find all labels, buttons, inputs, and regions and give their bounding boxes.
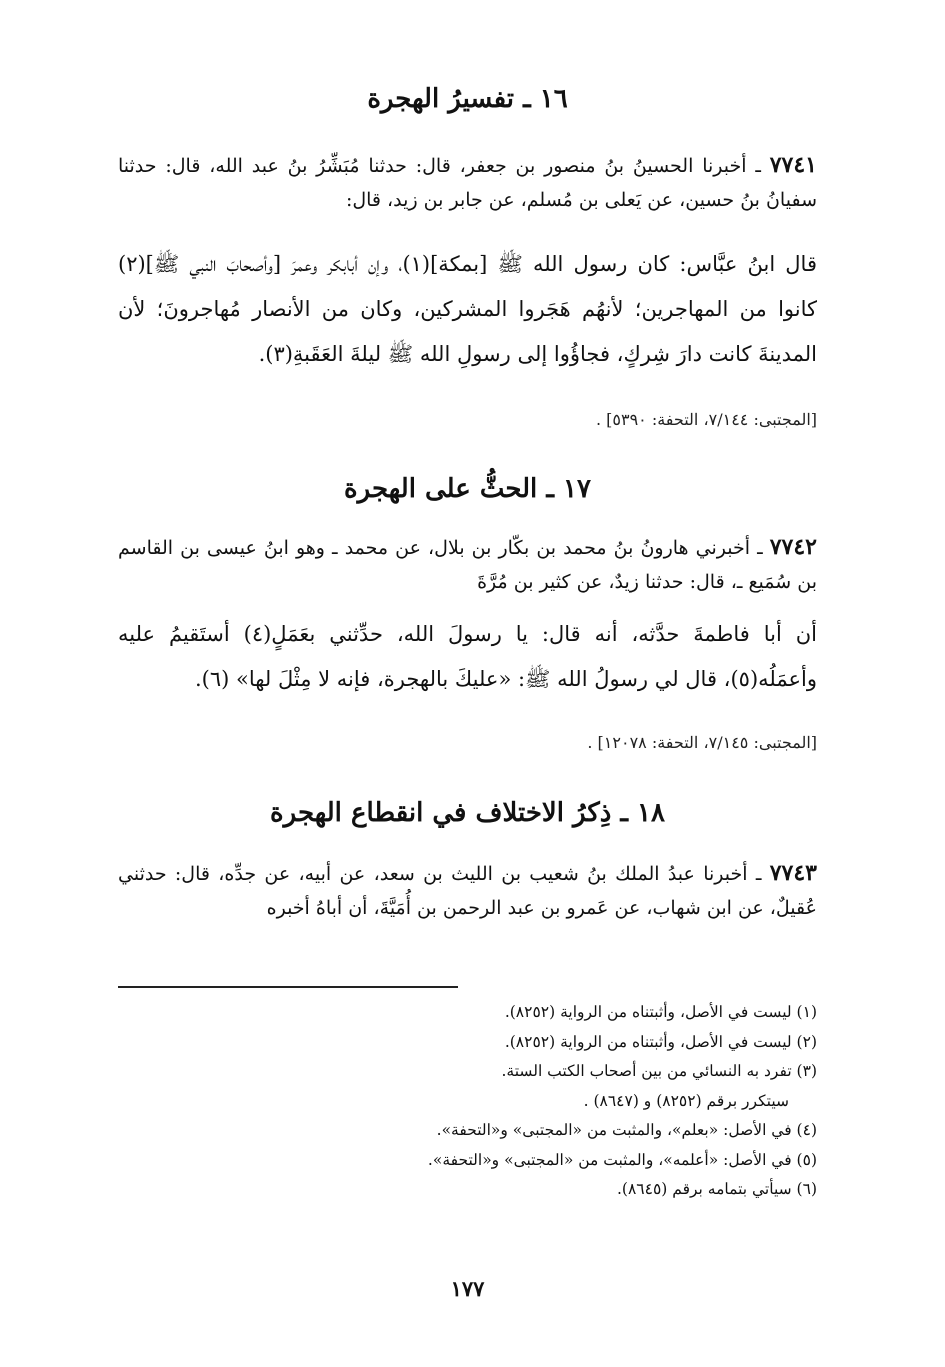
footnote-6: (٦) سيأتي بتمامه برقم (٨٦٤٥).: [617, 1180, 817, 1198]
isnad-text: ـ أخبرنا الحسينُ بنُ منصور بن جعفر، قال: حدثنا مُبَشِّرُ بنُ عبد الله، قال: حدثنا سفيانُ بنُ حسين، عن يَعلى بن مُسلم، عن جابر بن زيد، قال:: [118, 155, 817, 211]
hadith-7742-matn: أن أبا فاطمةَ حدَّثه، أنه قال: يا رسولَ الله، حدِّثني بعَمَلٍ(٤) أستَقيمُ عليه وأعمَلُه(٥)، قال لي رسولُ الله ﷺ: «عليكَ بالهجرة، فإنه لا مِثْلَ لها» (٦).: [118, 622, 817, 691]
footnote-5: (٥) في الأصل: «أعلمه»، والمثبت من «المجتبى» و«التحفة».: [427, 1150, 817, 1169]
hadith-7742-reference: [المجتبى: ٧/١٤٥، التحفة: ١٢٠٧٨] .: [587, 733, 817, 752]
isnad-text: ـ أخبرنا عبدُ الملك بنُ شعيب بن الليث بن سعد، عن أبيه، عن جدِّه، قال: حدثني عُقيلٌ، عن ابن شهاب، عن عَمرو بن عبد الرحمن بن أُمَيَّةَ، أن أباهُ أخبره: [118, 863, 817, 919]
hadith-7741-reference: [المجتبى: ٧/١٤٤، التحفة: ٥٣٩٠] .: [595, 410, 817, 429]
hadith-7741-matn: قال ابنُ عبَّاس: كان رسول الله ﷺ [بمكة](١)، وإن أبابكر وعمرَ [وأصحابَ النبي ﷺ](٢) كانوا من المهاجرين؛ لأنهُم هَجَروا المشركين، وكان من الأنصار مُهاجرونَ؛ لأن المدينةَ كانت دارَ شِركٍ، فجاؤُوا إلى رسولِ الله ﷺ ليلةَ العَقَبةِ(٣).: [118, 252, 817, 366]
footnote-1: (١) ليست في الأصل، وأثبتناه من الرواية (٨٢٥٢).: [504, 1003, 817, 1021]
isnad-text: ـ أخبرني هارونُ بنُ محمد بن بكّار بن بلال، عن محمد ـ وهو ابنُ عيسى بن القاسم بن سُمَيع ـ، قال: حدثنا زيدٌ، عن كثير بن مُرَّةَ: [118, 537, 817, 593]
chapter-title-17: ١٧ ـ الحثُّ على الهجرة: [344, 474, 591, 504]
hadith-7743-isnad: [118, 856, 817, 925]
footnotes: [118, 998, 817, 1205]
page-number: ١٧٧: [450, 1276, 485, 1301]
hadith-number: ٧٧٤٣: [769, 860, 817, 886]
footnote-3: (٣) تفرد به النسائي من بين أصحاب الكتب الستة.: [501, 1062, 817, 1080]
hadith-7742-isnad: [118, 530, 817, 599]
footnote-3-continuation: سيتكرر برقم (٨٢٥٢) و (٨٦٤٧) .: [583, 1091, 789, 1110]
chapter-title-18: ١٨ ـ ذِكرُ الاختلاف في انقطاع الهجرة: [270, 798, 665, 828]
hadith-number: ٧٧٤١: [769, 152, 817, 178]
hadith-7741-isnad: [118, 148, 817, 217]
footnote-4: (٤) في الأصل: «بعلم»، والمثبت من «المجتبى» و«التحفة».: [436, 1121, 817, 1139]
footnote-2: (٢) ليست في الأصل، وأثبتناه من الرواية (٨٢٥٢).: [504, 1032, 817, 1051]
footnote-separator: [118, 986, 458, 988]
chapter-title-16: ١٦ ـ تفسيرُ الهجرة: [367, 84, 568, 114]
hadith-number: ٧٧٤٢: [769, 534, 817, 560]
